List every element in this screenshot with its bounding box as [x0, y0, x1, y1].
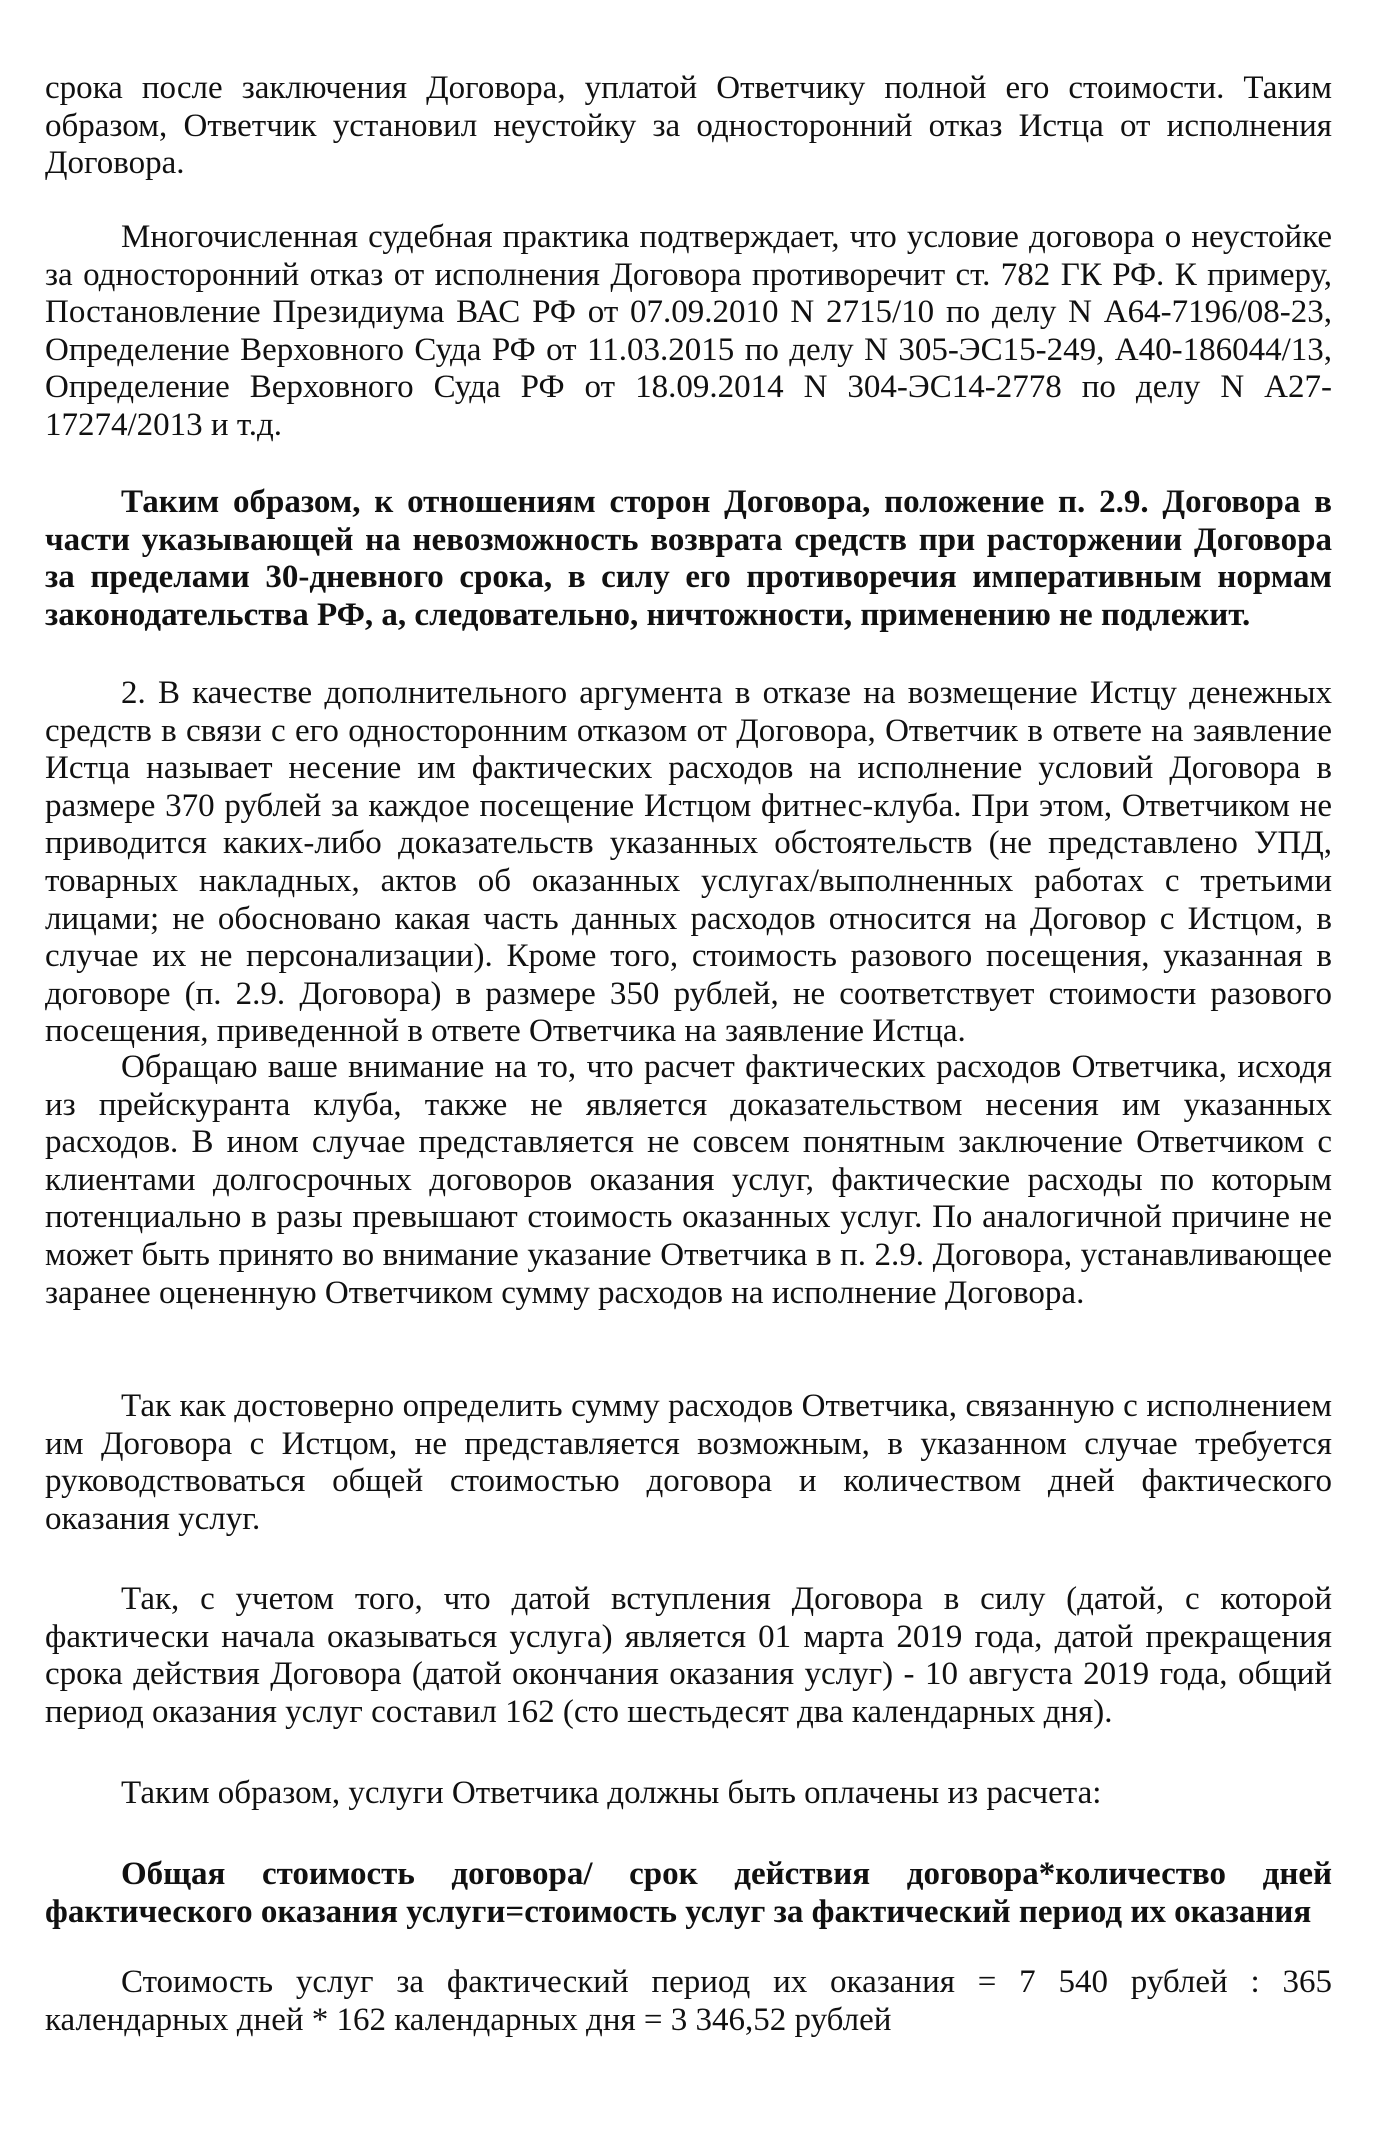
paragraph-service-period: Так, с учетом того, что датой вступления Договора в силу (датой, с которой фактически начала оказываться услуга) является 01 марта 2019 года, датой прекращения срока действия Договора (датой окончания оказания услуг) - 10 августа 2019 года, общий период оказания услуг составил 162 (сто шестьдесят два календарных дня).: [45, 1581, 1332, 1730]
paragraph-argument-2: 2. В качестве дополнительного аргумента в отказе на возмещение Истцу денежных средств в связи с его односторонним отказом от Договора, Ответчик в ответе на заявление Истца называет несение им фактических расходов на исполнение условий Договора в размере 370 рублей за каждое посещение Истцом фитнес-клуба. При этом, Ответчиком не приводится каких-либо доказательств указанных обстоятельств (не представлено УПД, товарных накладных, актов об оказанных услугах/выполненных работах с третьими лицами; не обосновано какая часть данных расходов относится на Договор с Истцом, в случае их не персонализации). Кроме того, стоимость разового посещения, указанная в договоре (п. 2.9. Договора) в размере 350 рублей, не соответствует стоимости разового посещения, приведенной в ответе Ответчика на заявление Истца.: [45, 675, 1332, 1050]
paragraph-calculation-intro: Таким образом, услуги Ответчика должны быть оплачены из расчета:: [121, 1775, 1102, 1811]
paragraph-price-list: Обращаю ваше внимание на то, что расчет фактических расходов Ответчика, исходя из прейскуранта клуба, также не является доказательством несения им указанных расходов. В ином случае представляется не совсем понятным заключение Ответчиком с клиентами долгосрочных договоров оказания услуг, фактические расходы по которым потенциально в разы превышают стоимость оказанных услуг. По аналогичной причине не может быть принято во внимание указание Ответчика в п. 2.9. Договора, устанавливающее заранее оцененную Ответчиком сумму расходов на исполнение Договора.: [45, 1049, 1332, 1311]
paragraph-conclusion-bold: Таким образом, к отношениям сторон Договора, положение п. 2.9. Договора в части указывающей на невозможность возврата средств при расторжении Договора за пределами 30-дневного срока, в силу его противоречия императивным нормам законодательства РФ, а, следовательно, ничтожности, применению не подлежит.: [45, 484, 1332, 633]
paragraph-calculation-result: Стоимость услуг за фактический период их оказания = 7 540 рублей : 365 календарных дней * 162 календарных дня = 3 346,52 рублей: [45, 1964, 1332, 2038]
paragraph-expenses: Так как достоверно определить сумму расходов Ответчика, связанную с исполнением им Договора с Истцом, не представляется возможным, в указанном случае требуется руководствоваться общей стоимостью договора и количеством дней фактического оказания услуг.: [45, 1388, 1332, 1537]
paragraph-contract-penalty: срока после заключения Договора, уплатой Ответчику полной его стоимости. Таким образом, Ответчик установил неустойку за односторонний отказ Истца от исполнения Договора.: [45, 70, 1332, 182]
paragraph-court-practice: Многочисленная судебная практика подтверждает, что условие договора о неустойке за односторонний отказ от исполнения Договора противоречит ст. 782 ГК РФ. К примеру, Постановление Президиума ВАС РФ от 07.09.2010 N 2715/10 по делу N А64-7196/08-23, Определение Верховного Суда РФ от 11.03.2015 по делу N 305-ЭС15-249, А40-186044/13, Определение Верховного Суда РФ от 18.09.2014 N 304-ЭС14-2778 по делу N А27-17274/2013 и т.д.: [45, 219, 1332, 443]
paragraph-formula-bold: Общая стоимость договора/ срок действия договора*количество дней фактического оказания услуги=стоимость услуг за фактический период их оказания: [45, 1856, 1332, 1930]
